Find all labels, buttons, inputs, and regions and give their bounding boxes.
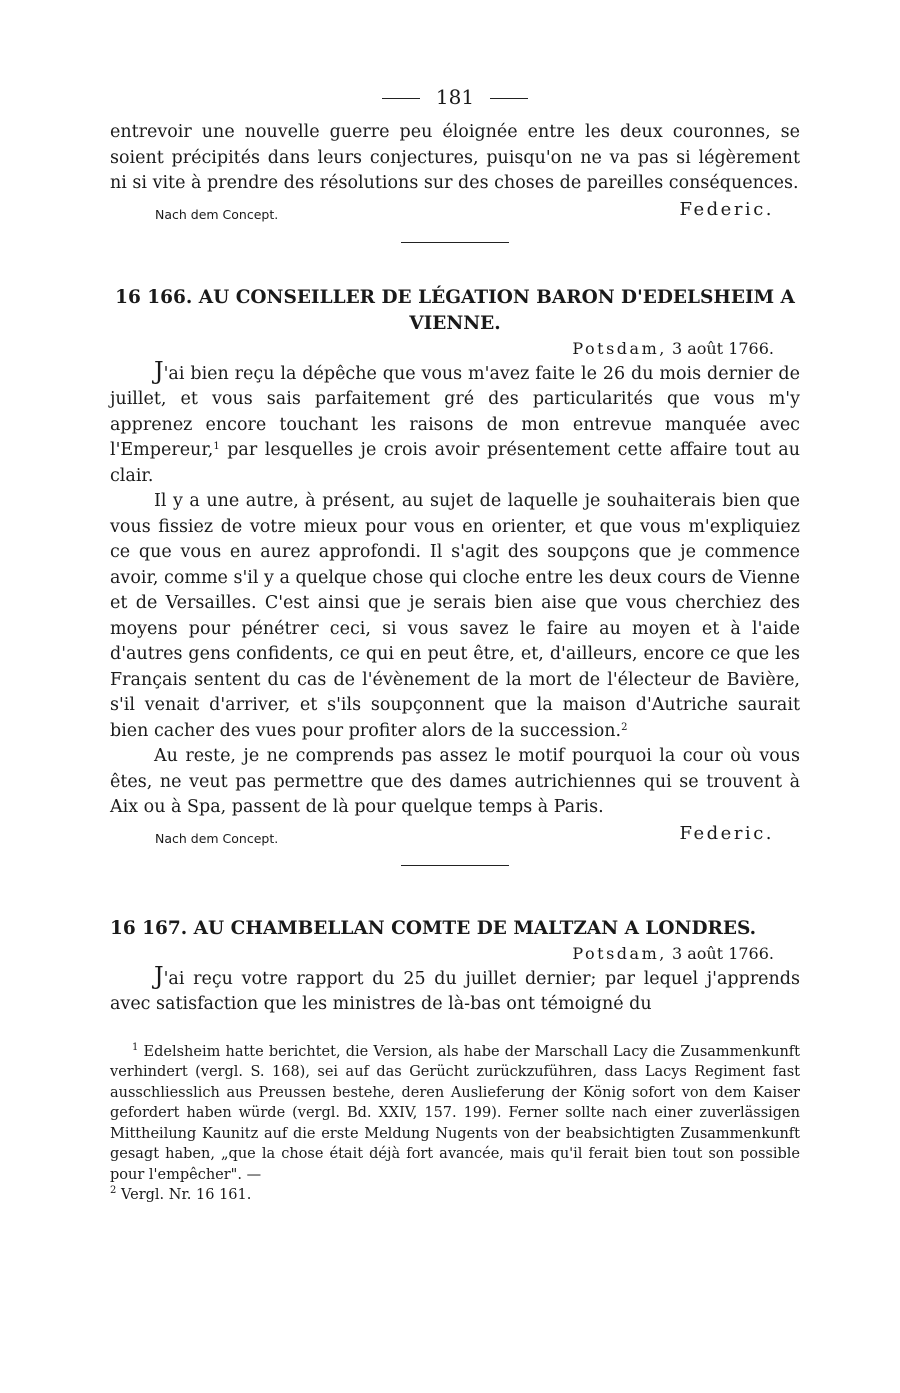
footnote-text: Vergl. Nr. 16 161. — [116, 1187, 252, 1203]
signature: Federic. — [679, 198, 774, 220]
initial-letter: J — [154, 961, 164, 990]
page-number-text: 181 — [435, 85, 475, 109]
document-page — [110, 82, 800, 1382]
letter-heading: 16 167. AU CHAMBELLAN COMTE DE MALTZAN A LONDRES. — [110, 917, 757, 939]
footnote-text: Edelsheim hatte berichtet, die Version, als habe der Marschall Lacy die Zusammenkunft verhindert (vergl. S. 168), sei auf das Gerücht zurückzuführen, dass Lacys Regiment fast ausschliesslich aus Preussen bestehe, deren Auslieferung der König sofort von dem Kaiser gefordert haben würde (vergl. Bd. XXIV, 157. 199). Ferner sollte nach einer zuverlässigen Mittheilung Kaunitz auf die erste Meldung Nugents von der beabsichtigten Zusammenkunft gesagt haben, „que la chose était déjà fort avancée, mais qu'il ferait bien tout son possible pour l'empêcher". — — [110, 1043, 800, 1183]
letter-paragraph — [110, 489, 800, 744]
dateline-date: 3 août 1766. — [671, 338, 774, 358]
page-number-dash-left — [382, 98, 420, 99]
dateline-place: Potsdam, — [572, 338, 667, 358]
footnote-mark: 2 — [110, 1185, 117, 1196]
letter-heading: 16 166. AU CONSEILLER DE LÉGATION BARON D'EDELSHEIM A VIENNE. — [115, 286, 795, 334]
dateline-place: Potsdam, — [572, 943, 667, 963]
intro-paragraph: entrevoir une nouvelle guerre peu éloignée entre les deux couronnes, se soient précipités dans leurs conjectures, puisqu'on ne va pas si légèrement ni si vite à prendre des résolutions sur des choses de pareilles conséquences. — [110, 122, 800, 193]
letter-paragraph — [110, 356, 800, 490]
dateline-date: 3 août 1766. — [671, 943, 774, 963]
footnote-1 — [110, 1042, 800, 1186]
footnote-2 — [110, 1187, 251, 1203]
page-number-dash-right — [490, 98, 528, 99]
letter-signature-row — [110, 823, 800, 851]
footnote-reference: 1 — [213, 441, 220, 452]
letter-paragraph — [110, 961, 800, 1018]
paragraph-text: par lesquelles je crois avoir présentement cette affaire tout au clair. — [110, 440, 800, 486]
intro-signature-row — [110, 199, 800, 227]
initial-letter: J — [154, 356, 164, 385]
paragraph-text: 'ai bien reçu la dépêche que vous m'avez faite le 26 du mois dernier de juillet, et vous sais parfaitement gré des particularités que vous m'y apprenez encore touchant les raisons de mon entrevue manquée avec l'Empereur, — [110, 363, 800, 460]
letter-paragraph: Au reste, je ne comprends pas assez le motif pourquoi la cour où vous êtes, ne veut pas permettre que des dames autrichiennes qui se trouvent à Aix ou à Spa, passent de là pour quelque temps à Paris. — [110, 746, 800, 817]
paragraph-text: Il y a une autre, à présent, au sujet de laquelle je souhaiterais bien que vous fissiez de votre mieux pour vous en orienter, et que vous m'expliquiez ce que vous en aurez approfondi. Il s'agit des soupçons que je commence avoir, comme s'il y a quelque chose qui cloche entre les deux cours de Vienne et de Versailles. C'est ainsi que je serais bien aise que vous cherchiez des moyens pour pénétrer ceci, si vous savez le faire au moyen et à l'aide d'autres gens confidents, ce qui en peut être, et, d'ailleurs, encore ce que les Français sentent du cas de l'évènement de la mort de l'électeur de Bavière, s'il venait d'arriver, et s'ils soupçonnent que la maison d'Autriche saurait bien cacher des vues pour profiter alors de la succession. — [110, 491, 800, 741]
footnote-mark: 1 — [132, 1041, 139, 1053]
signature: Federic. — [679, 822, 774, 844]
letter-dateline — [110, 942, 800, 966]
footnote-reference: 2 — [621, 721, 628, 733]
source-note: Nach dem Concept. — [155, 206, 279, 222]
page-number — [110, 82, 800, 112]
paragraph-text: 'ai reçu votre rapport du 25 du juillet dernier; par lequel j'apprends avec satisfaction que les ministres de là-bas ont témoigné du — [110, 968, 800, 1014]
footnotes — [110, 1042, 800, 1206]
letter-dateline — [110, 337, 800, 361]
source-note: Nach dem Concept. — [155, 830, 279, 846]
